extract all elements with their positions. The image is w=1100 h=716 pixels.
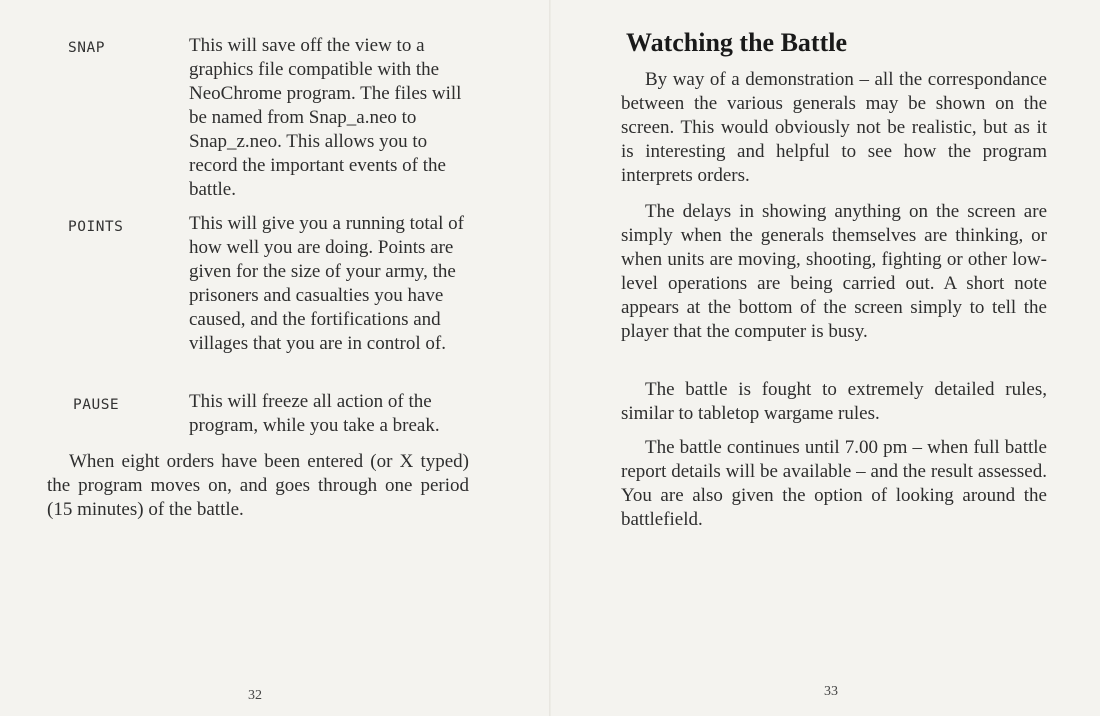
section-heading: Watching the Battle bbox=[626, 28, 847, 57]
right-page bbox=[550, 0, 1100, 716]
paragraph-demonstration: By way of a demonstration – all the correspondance between the various generals may be shown on the screen. This would obviously not be realistic, but as it is interesting and helpful to see how the program interprets orders. bbox=[621, 69, 1047, 186]
orders-paragraph: When eight orders have been entered (or X typed) the program moves on, and goes through one period (15 minutes) of the battle. bbox=[47, 451, 469, 520]
command-pause-label: PAUSE bbox=[73, 397, 120, 413]
paragraph-delays: The delays in showing anything on the screen are simply when the generals themselves are thinking, or when units are moving, shooting, fighting or other low-level operations are being carried out. A short note appears at the bottom of the screen simply to tell the player that the computer is busy. bbox=[621, 201, 1047, 342]
command-pause-description: This will freeze all action of the program, while you take a break. bbox=[189, 391, 440, 436]
paragraph-battle-continues: The battle continues until 7.00 pm – when full battle report details will be available – and the result assessed. You are also given the option of looking around the battlefield. bbox=[621, 437, 1047, 530]
command-points-description: This will give you a running total of how well you are doing. Points are given for the size of your army, the prisoners and casualties you have caused, and the fortifications and villages that you are in control of. bbox=[189, 213, 464, 354]
paragraph-rules: The battle is fought to extremely detailed rules, similar to tabletop wargame rules. bbox=[621, 379, 1047, 424]
command-points-label: POINTS bbox=[68, 219, 124, 235]
command-snap-description: This will save off the view to a graphics file compatible with the NeoChrome program. The files will be named from Snap_a.neo to Snap_z.neo. This allows you to record the important events of the battle. bbox=[189, 35, 462, 200]
command-snap-label: SNAP bbox=[68, 40, 105, 56]
page-number-right: 33 bbox=[824, 684, 838, 699]
page-number-left: 32 bbox=[248, 688, 262, 703]
